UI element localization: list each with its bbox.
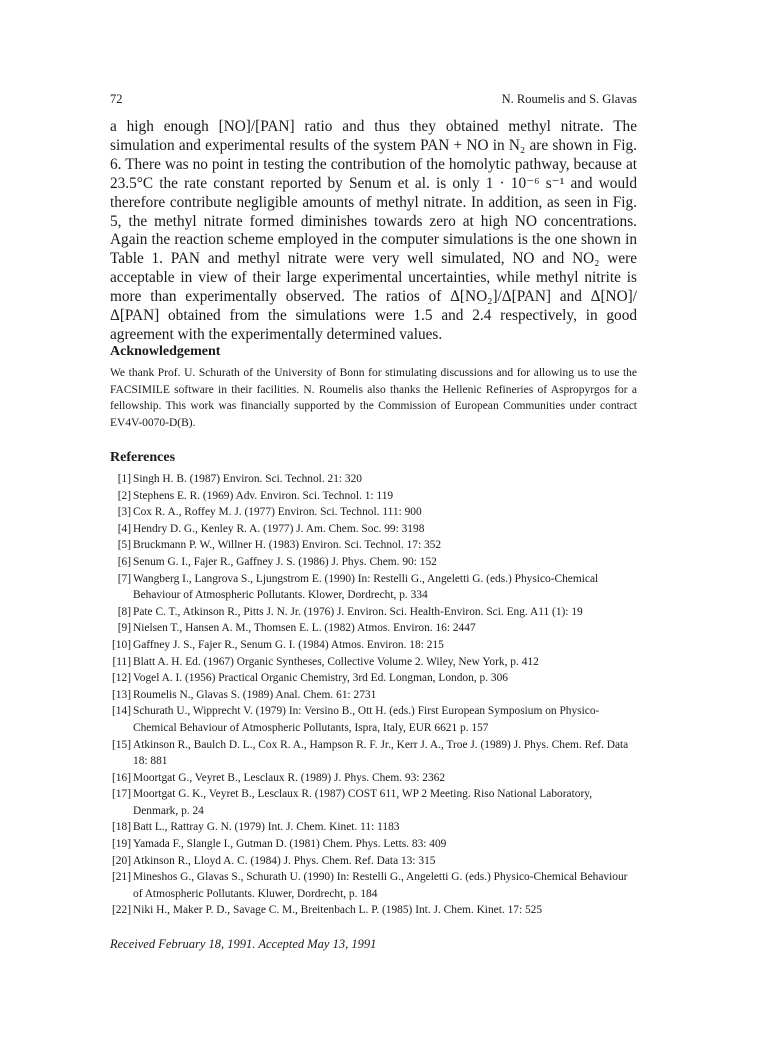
running-header bbox=[110, 92, 637, 110]
acknowledgement-heading: Acknowledgement bbox=[110, 344, 221, 359]
reference-number: [7] bbox=[117, 572, 131, 585]
reference-item bbox=[110, 504, 637, 521]
reference-number: [21] bbox=[112, 871, 131, 884]
received-accepted-dates: Received February 18, 1991. Accepted May 13, 1991 bbox=[110, 937, 377, 951]
reference-text: Blatt A. H. Ed. (1967) Organic Syntheses, Collective Volume 2. Wiley, New York, p. 412 bbox=[133, 655, 539, 668]
reference-number: [5] bbox=[117, 539, 131, 552]
reference-text: Singh H. B. (1987) Environ. Sci. Technol. 21: 320 bbox=[133, 473, 363, 485]
reference-text: Atkinson R., Lloyd A. C. (1984) J. Phys. Chem. Ref. Data 13: 315 bbox=[133, 854, 436, 867]
reference-item bbox=[110, 554, 637, 571]
reference-text: Vogel A. I. (1956) Practical Organic Chemistry, 3rd Ed. Longman, London, p. 306 bbox=[133, 672, 508, 685]
reference-item bbox=[110, 521, 637, 538]
reference-item bbox=[110, 869, 637, 902]
reference-number: [18] bbox=[112, 821, 131, 834]
references-heading: References bbox=[110, 450, 176, 465]
reference-number: [2] bbox=[117, 489, 131, 502]
reference-item bbox=[110, 737, 637, 770]
reference-number: [14] bbox=[112, 705, 131, 718]
reference-number: [16] bbox=[112, 771, 131, 784]
reference-number: [3] bbox=[117, 506, 131, 519]
reference-text: Stephens E. R. (1969) Adv. Environ. Sci. Technol. 1: 119 bbox=[133, 489, 394, 502]
reference-text: Moortgat G. K., Veyret B., Lesclaux R. (1987) COST 611, WP 2 Meeting. Riso National Laboratory, Denmark, p. 24 bbox=[133, 788, 593, 817]
reference-text: Roumelis N., Glavas S. (1989) Anal. Chem. 61: 2731 bbox=[133, 688, 377, 701]
reference-item bbox=[110, 471, 637, 488]
reference-number: [1] bbox=[117, 473, 131, 485]
body-paragraph: a high enough [NO]/[PAN] ratio and thus they obtained methyl nitrate. The simulation and experimental results of the system PAN + NO in N₂ are shown in Fig. 6. There was no point in testing the contribution of the homolytic pathway, because at 23.5°C the rate constant reported by Senum et al. is only 1 · 10⁻⁶ s⁻¹ and would therefore contribute negligible amounts of methyl nitrate. In addition, as seen in Fig. 5, the methyl nitrate formed diminishes towards zero at high NO concentrations. Again the reaction scheme employed in the computer simulations is the one shown in Table 1. PAN and methyl nitrate were very well simulated, NO and NO₂ were acceptable in view of their large experimental uncertainties, while methyl nitrite is more than experimentally observed. The ratios of Δ[NO₂]/Δ[PAN] and Δ[NO]/Δ[PAN] obtained from the simulations were 1.5 and 2.4 respectively, in good agreement with the experimentally determined values. bbox=[110, 118, 637, 343]
reference-item bbox=[110, 620, 637, 637]
reference-item bbox=[110, 654, 637, 671]
reference-item bbox=[110, 537, 637, 554]
reference-number: [15] bbox=[112, 738, 131, 751]
reference-item bbox=[110, 604, 637, 621]
reference-item bbox=[110, 571, 637, 604]
reference-text: Yamada F., Slangle I., Gutman D. (1981) Chem. Phys. Letts. 83: 409 bbox=[133, 838, 447, 851]
acknowledgement-text: We thank Prof. U. Schurath of the University of Bonn for stimulating discussions and for allowing us to use the FACSIMILE software in their facilities. N. Roumelis also thanks the Hellenic Refineries of Aspropyrgos for a fellowship. This work was financially supported by the Commission of European Communities under contract EV4V-0070-D(B). bbox=[110, 367, 637, 429]
reference-item bbox=[110, 637, 637, 654]
reference-item bbox=[110, 770, 637, 787]
page-number: 72 bbox=[110, 92, 123, 106]
reference-item bbox=[110, 703, 637, 736]
reference-item bbox=[110, 853, 637, 870]
reference-text: Atkinson R., Baulch D. L., Cox R. A., Hampson R. F. Jr., Kerr J. A., Troe J. (1989) J. Phys. Chem. Ref. Data 18: 881 bbox=[133, 738, 629, 768]
reference-text: Batt L., Rattray G. N. (1979) Int. J. Chem. Kinet. 11: 1183 bbox=[133, 821, 400, 834]
reference-item bbox=[110, 819, 637, 836]
reference-text: Wangberg I., Langrova S., Ljungstrom E. (1990) In: Restelli G., Angeletti G. (eds.) Physico-Chemical Behaviour of Atmospheric Pollutants. Klower, Dordrecht, p. 334 bbox=[133, 572, 599, 602]
reference-number: [13] bbox=[112, 688, 131, 701]
reference-number: [8] bbox=[117, 605, 131, 618]
reference-text: Niki H., Maker P. D., Savage C. M., Breitenbach L. P. (1985) Int. J. Chem. Kinet. 17: 525 bbox=[133, 904, 543, 917]
reference-number: [17] bbox=[112, 788, 131, 801]
reference-text: Pate C. T., Atkinson R., Pitts J. N. Jr. (1976) J. Environ. Sci. Health-Environ. Sci. Eng. A11 (1): 19 bbox=[133, 605, 583, 618]
reference-text: Cox R. A., Roffey M. J. (1977) Environ. Sci. Technol. 111: 900 bbox=[133, 506, 422, 519]
reference-text: Senum G. I., Fajer R., Gaffney J. S. (1986) J. Phys. Chem. 90: 152 bbox=[133, 555, 437, 568]
reference-number: [9] bbox=[117, 622, 131, 635]
reference-number: [20] bbox=[112, 854, 131, 867]
reference-number: [22] bbox=[112, 904, 131, 917]
reference-item bbox=[110, 687, 637, 704]
reference-text: Hendry D. G., Kenley R. A. (1977) J. Am. Chem. Soc. 99: 3198 bbox=[133, 522, 425, 535]
reference-text: Nielsen T., Hansen A. M., Thomsen E. L. (1982) Atmos. Environ. 16: 2447 bbox=[133, 622, 476, 635]
reference-number: [10] bbox=[112, 638, 131, 651]
reference-item bbox=[110, 488, 637, 505]
running-head-authors: N. Roumelis and S. Glavas bbox=[501, 92, 637, 106]
reference-item bbox=[110, 836, 637, 853]
reference-list bbox=[110, 471, 637, 919]
reference-number: [4] bbox=[117, 522, 131, 535]
reference-number: [19] bbox=[112, 838, 131, 851]
reference-item bbox=[110, 670, 637, 687]
reference-number: [11] bbox=[112, 655, 131, 668]
reference-number: [12] bbox=[112, 672, 131, 685]
reference-text: Gaffney J. S., Fajer R., Senum G. I. (1984) Atmos. Environ. 18: 215 bbox=[133, 638, 444, 651]
reference-text: Schurath U., Wipprecht V. (1979) In: Versino B., Ott H. (eds.) First European Symposium on Physico-Chemical Behaviour of Atmospheric Pollutants, Ispra, Italy, EUR 6621 p. 157 bbox=[133, 705, 600, 734]
reference-item bbox=[110, 902, 637, 919]
reference-number: [6] bbox=[117, 555, 131, 568]
reference-text: Moortgat G., Veyret B., Lesclaux R. (1989) J. Phys. Chem. 93: 2362 bbox=[133, 771, 446, 784]
reference-text: Mineshos G., Glavas S., Schurath U. (1990) In: Restelli G., Angeletti G. (eds.) Physico-Chemical Behaviour of Atmospheric Pollutants. Kluwer, Dordrecht, p. 184 bbox=[133, 871, 628, 900]
reference-text: Bruckmann P. W., Willner H. (1983) Environ. Sci. Technol. 17: 352 bbox=[133, 539, 442, 552]
reference-item bbox=[110, 786, 637, 819]
